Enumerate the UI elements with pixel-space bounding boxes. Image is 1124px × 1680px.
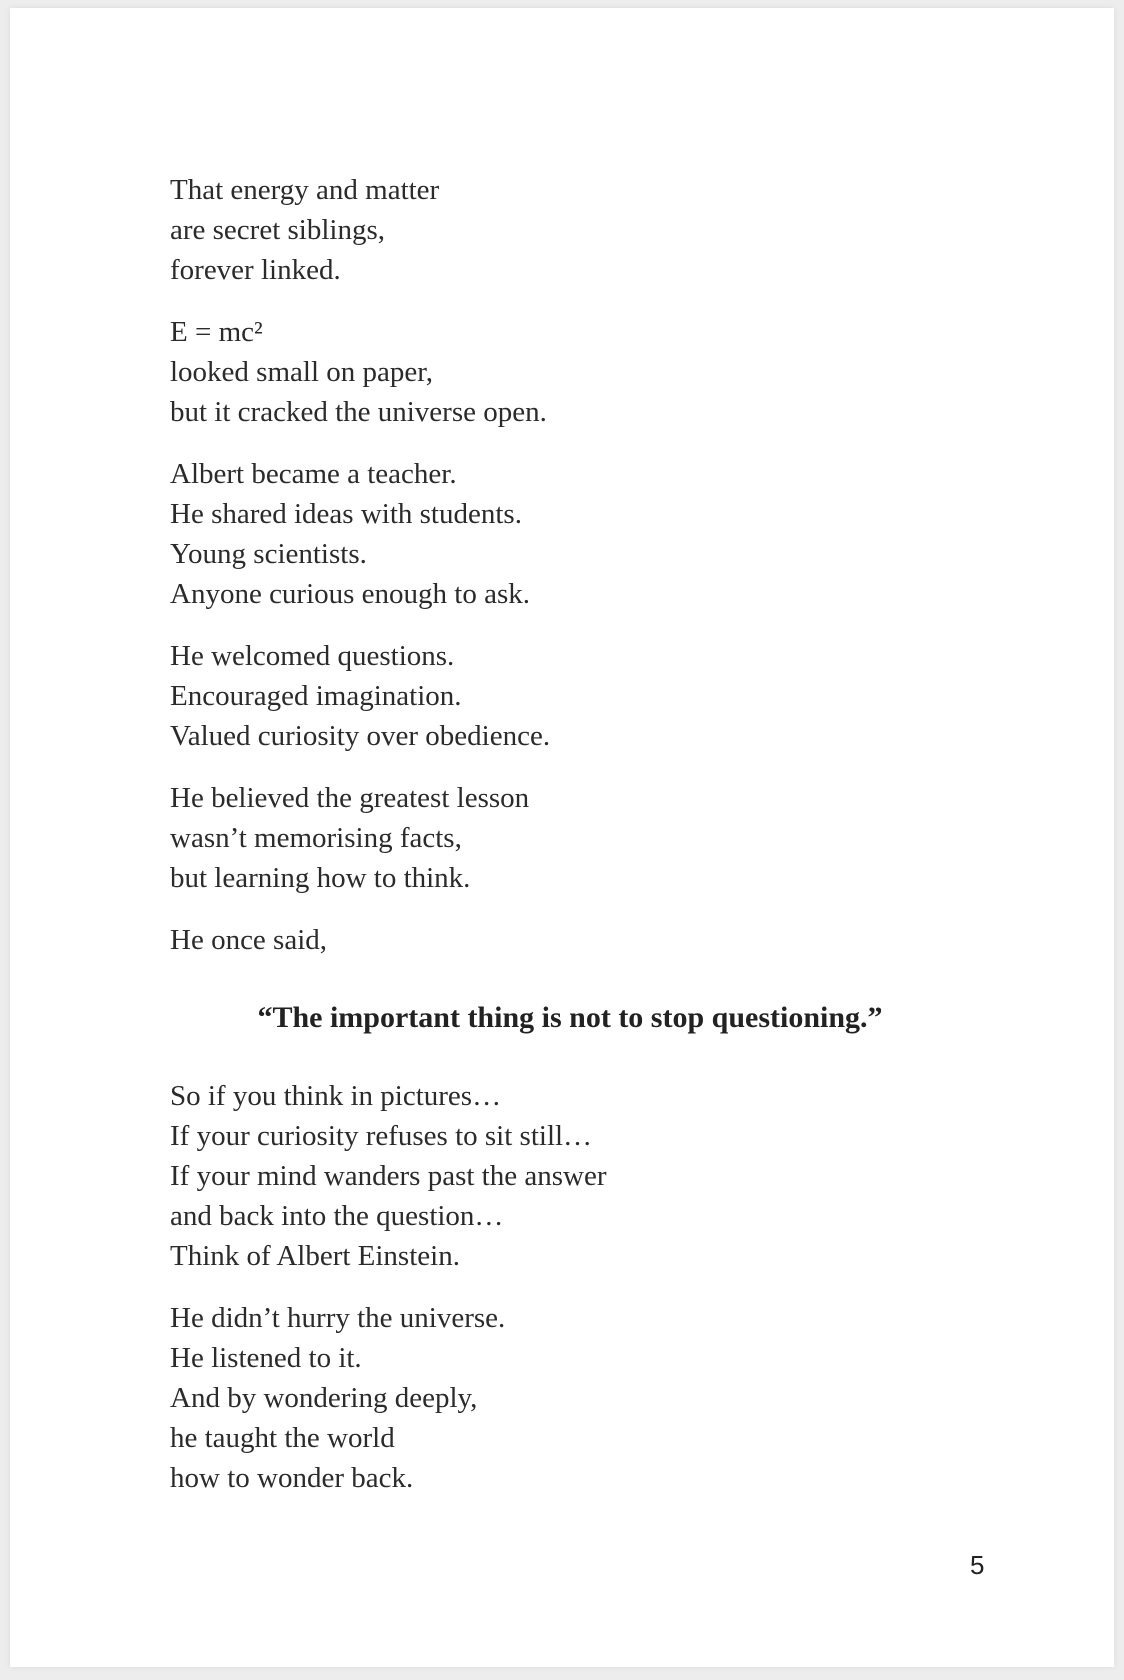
einstein-quote (170, 998, 970, 1038)
equation-line: E = mc² (170, 316, 263, 348)
poem-line: He believed the greatest lesson (170, 782, 530, 814)
poem-line: That energy and matter (170, 174, 440, 206)
poem-line: If your mind wanders past the answer (170, 1160, 607, 1192)
stanza (170, 312, 970, 432)
poem-line: He welcomed questions. (170, 640, 455, 672)
poem-line: but learning how to think. (170, 862, 471, 894)
poem-line: and back into the question… (170, 1200, 504, 1232)
poem-line: He shared ideas with students. (170, 498, 522, 530)
stanza (170, 920, 970, 960)
quote-text: “The important thing is not to stop questioning.” (257, 1001, 883, 1034)
poem-line: Anyone curious enough to ask. (170, 578, 531, 610)
stanza (170, 454, 970, 614)
poem-body (170, 170, 970, 1520)
poem-line: but it cracked the universe open. (170, 396, 547, 428)
poem-line: are secret siblings, (170, 214, 386, 246)
poem-line: Young scientists. (170, 538, 367, 570)
poem-line: he taught the world (170, 1422, 395, 1454)
poem-line: Think of Albert Einstein. (170, 1240, 460, 1272)
poem-line: Albert became a teacher. (170, 458, 457, 490)
stanza (170, 1076, 970, 1276)
page-number: 5 (970, 1550, 985, 1580)
poem-line: So if you think in pictures… (170, 1080, 502, 1112)
stanza (170, 1298, 970, 1498)
poem-line: forever linked. (170, 254, 341, 286)
stanza (170, 170, 970, 290)
stanza (170, 778, 970, 898)
document-page (10, 8, 1114, 1667)
poem-line: Valued curiosity over obedience. (170, 720, 551, 752)
poem-line: how to wonder back. (170, 1462, 414, 1494)
poem-line: wasn’t memorising facts, (170, 822, 462, 854)
poem-line: Encouraged imagination. (170, 680, 462, 712)
poem-line: If your curiosity refuses to sit still… (170, 1120, 593, 1152)
poem-line: He listened to it. (170, 1342, 362, 1374)
poem-line: And by wondering deeply, (170, 1382, 478, 1414)
stanza (170, 636, 970, 756)
poem-line: He didn’t hurry the universe. (170, 1302, 506, 1334)
poem-line: looked small on paper, (170, 356, 433, 388)
poem-line: He once said, (170, 924, 328, 956)
